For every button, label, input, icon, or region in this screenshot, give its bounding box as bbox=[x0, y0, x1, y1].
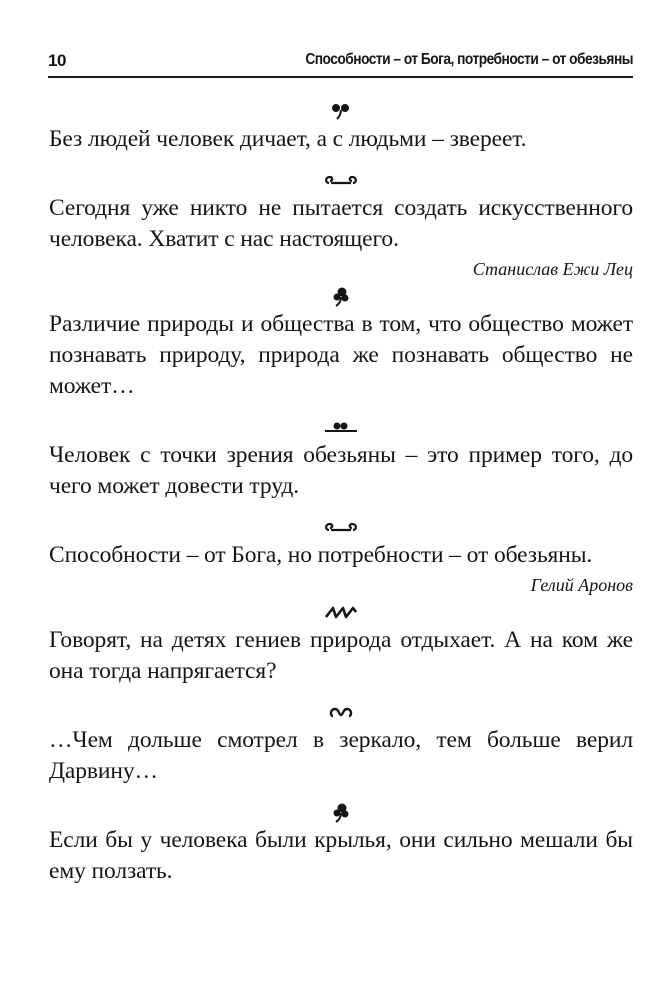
curl-ornament-icon bbox=[49, 697, 633, 725]
leaf-ornament-icon bbox=[49, 797, 633, 825]
aphorism-text: …Чем дольше смотрел в зеркало, тем больше верил Дарвину… bbox=[49, 727, 633, 784]
running-title: Способности – от Бога, потребности – от обезьяны bbox=[305, 51, 633, 68]
author-name: Станислав Ежи Лец bbox=[472, 259, 633, 279]
scroll-ornament-icon bbox=[49, 165, 633, 193]
aphorism-list bbox=[49, 96, 633, 887]
flourish-ornament-icon bbox=[49, 412, 633, 440]
leaf-ornament-icon bbox=[49, 281, 633, 309]
scroll-ornament-icon bbox=[49, 512, 633, 540]
aphorism-text: Если бы у человека были крылья, они сильно мешали бы ему ползать. bbox=[49, 827, 633, 884]
page-header bbox=[48, 46, 633, 78]
aphorism-text: Сегодня уже никто не пытается создать искусственного человека. Хватит с нас настоящего. bbox=[49, 195, 633, 252]
author-name: Гелий Аронов bbox=[530, 575, 633, 595]
aphorism-text: Без людей человек дичает, а с людьми – звереет. bbox=[49, 126, 527, 152]
aphorism-text: Говорят, на детях гениев природа отдыхает. А на ком же она тогда напрягается? bbox=[49, 627, 633, 684]
aphorism-text: Различие природы и общества в том, что общество может познавать природу, природа же познавать общество не может… bbox=[49, 311, 633, 399]
aphorism-text: Способности – от Бога, но потребности – от обезьяны. bbox=[49, 542, 593, 568]
page-number: 10 bbox=[48, 51, 66, 70]
zigzag-ornament-icon bbox=[49, 597, 633, 625]
aphorism-text: Человек с точки зрения обезьяны – это пример того, до чего может довести труд. bbox=[49, 442, 633, 499]
floral-ornament-icon bbox=[49, 96, 633, 124]
